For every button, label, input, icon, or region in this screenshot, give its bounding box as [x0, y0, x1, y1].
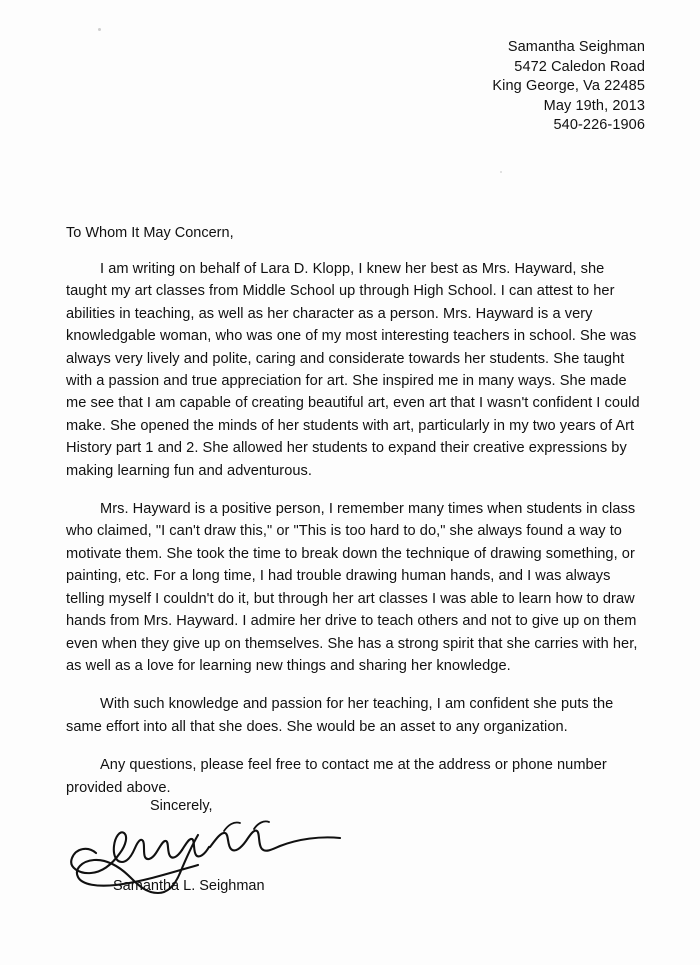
letter-date: May 19th, 2013	[543, 97, 645, 114]
sender-name: Samantha Seighman	[507, 39, 645, 55]
body-paragraph: Mrs. Hayward is a positive person, I remember many times when students in class who claimed, "I can't draw this," or "This is too hard to do," she always found a way to motivate them. She took the time to break down the technique of drawing something, or painting, etc. For a long time, I had trouble drawing human hands, and I was always telling myself I couldn't do it, but through her art classes I was able to learn how to draw hands from Mrs. Hayward. I admire her drive to teach others and not to give up on them even when they give up on themselves. She has a strong spirit that she carries with her, as well as a love for learning new things and sharing her knowledge.	[66, 501, 638, 674]
body-paragraph: I am writing on behalf of Lara D. Klopp, I knew her best as Mrs. Hayward, she taught my art classes from Middle School up through High School. I can attest to her abilities in teaching, as well as her character as a person. Mrs. Hayward is a very knowledgable woman, who was one of my most interesting teachers in school. She was always very lively and polite, caring and considerate towards her students. She taught with a passion and true appreciation for art. She inspired me in many ways. She made me see that I am capable of creating beautiful art, even art that I wasn't confident I could make. She opened the minds of her students with art, particularly in my two years of Art History part 1 and 2. She allowed her students to expand their creative expressions by making learning fun and adventurous.	[66, 261, 640, 479]
signature-name: Samantha L. Seighman	[113, 878, 265, 894]
salutation: To Whom It May Concern,	[66, 225, 234, 241]
sender-address-block	[492, 38, 645, 136]
sender-city-state-zip: King George, Va 22485	[492, 78, 645, 94]
scan-artifact	[500, 171, 502, 173]
body-paragraph: Any questions, please feel free to contact me at the address or phone number provided above.	[66, 757, 607, 796]
closing-line: Sincerely,	[150, 798, 213, 814]
scan-artifact	[98, 28, 101, 31]
letter-body	[66, 258, 646, 799]
sender-street: 5472 Caledon Road	[514, 58, 645, 75]
body-paragraph: With such knowledge and passion for her teaching, I am confident she puts the same effort into all that she does. She would be an asset to any organization.	[66, 696, 614, 735]
sender-phone: 540-226-1906	[553, 117, 645, 133]
